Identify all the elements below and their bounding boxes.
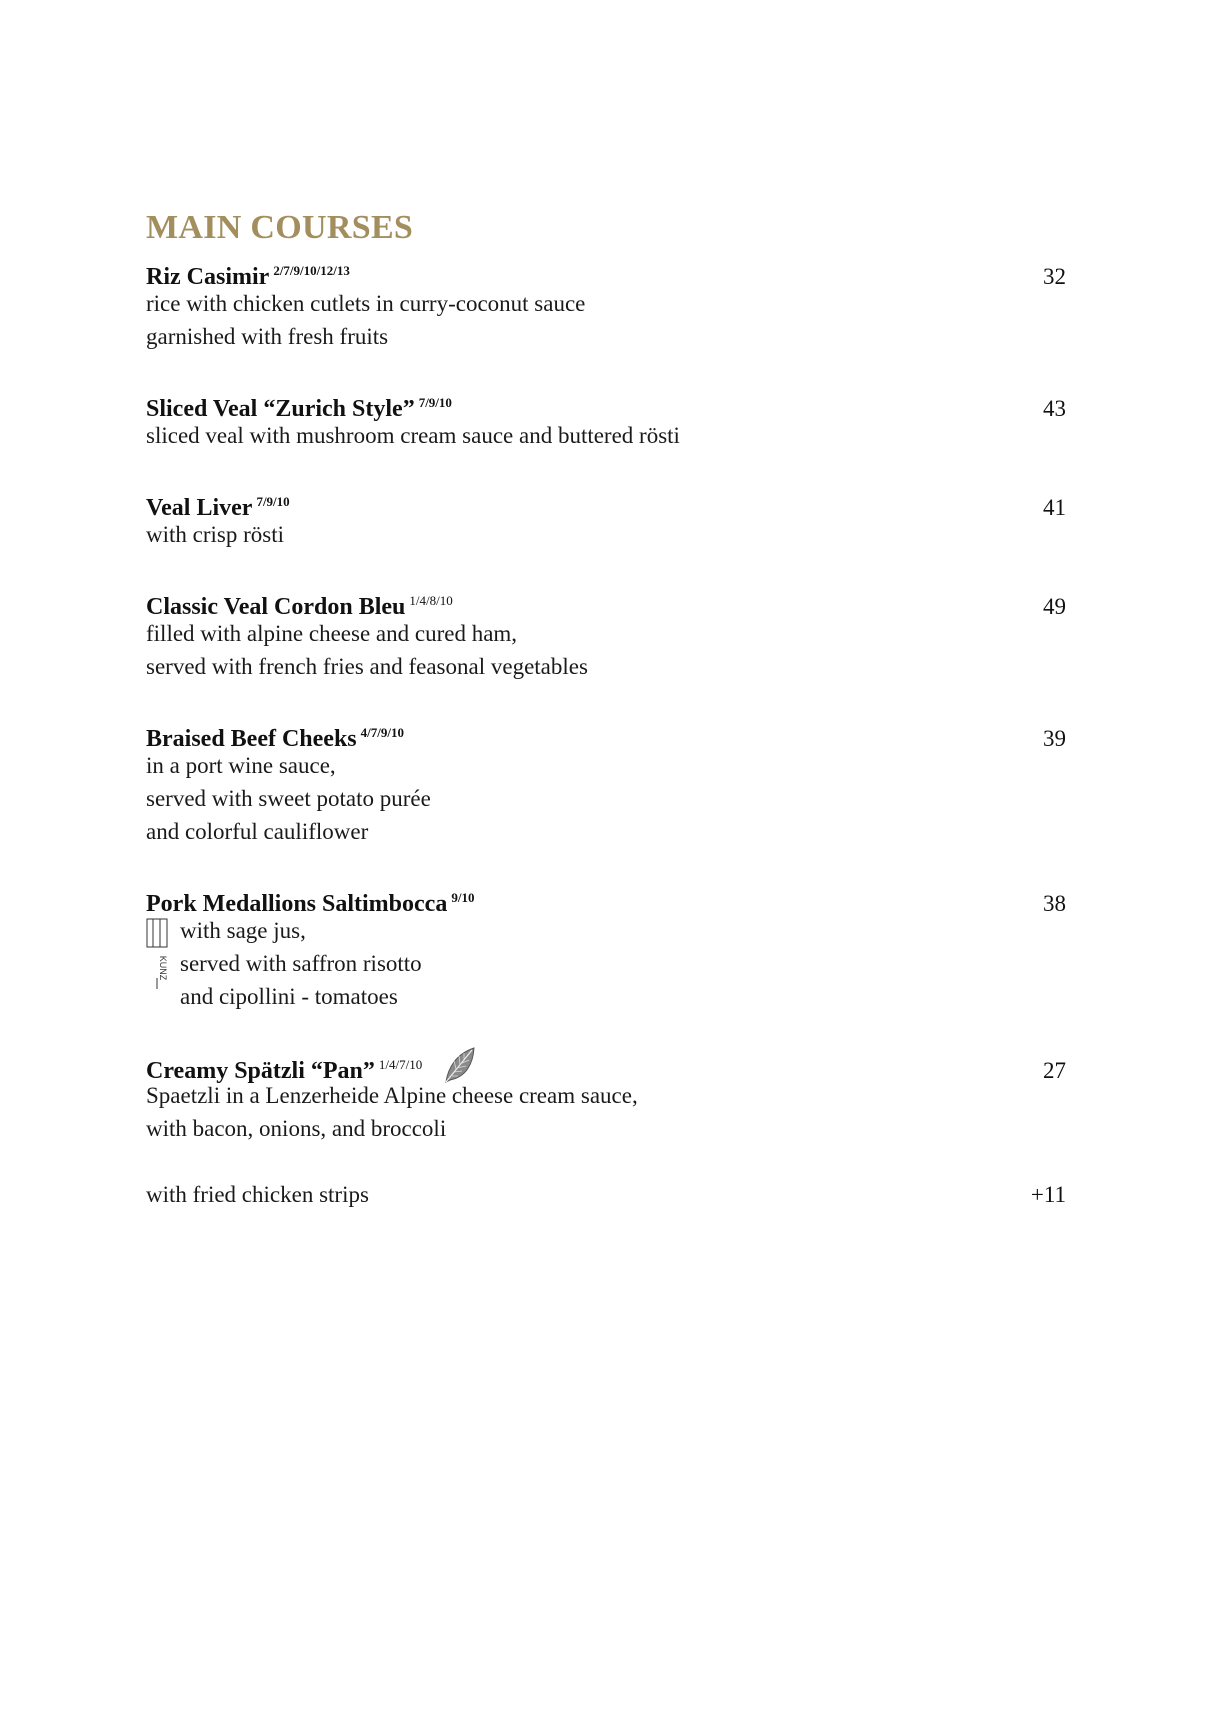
extra-label: with fried chicken strips <box>146 1182 369 1207</box>
description-line: with bacon, onions, and broccoli <box>146 1116 447 1141</box>
allergen-codes: 9/10 <box>451 890 475 905</box>
description-line: served with sweet potato purée <box>146 786 431 811</box>
extra-option <box>146 1178 1066 1211</box>
dish-price: 38 <box>1043 891 1066 916</box>
description-line: and colorful cauliflower <box>146 819 369 844</box>
section-title: MAIN COURSES <box>146 209 414 246</box>
dish-description <box>146 914 1066 1013</box>
dish-name: Pork Medallions Saltimbocca <box>146 891 448 917</box>
dish-beef-cheeks <box>146 716 1066 848</box>
description-line: and cipollini - tomatoes <box>180 984 398 1009</box>
allergen-codes: 7/9/10 <box>256 494 290 509</box>
description-line: in a port wine sauce, <box>146 753 336 778</box>
allergen-codes: 1/4/7/10 <box>378 1057 423 1072</box>
extra-price: +11 <box>1030 1182 1066 1207</box>
menu-content <box>146 208 1066 1211</box>
dish-price: 32 <box>1043 264 1066 289</box>
allergen-codes: 2/7/9/10/12/13 <box>273 263 350 278</box>
dish-price: 43 <box>1043 396 1066 421</box>
allergen-codes: 7/9/10 <box>418 395 452 410</box>
dish-name: Classic Veal Cordon Bleu <box>146 594 406 620</box>
dish-description <box>146 617 1066 683</box>
description-line: served with french fries and feasonal vegetables <box>146 654 588 679</box>
dish-description <box>146 419 1066 452</box>
allergen-codes: 4/7/9/10 <box>360 725 404 740</box>
description-line: garnished with fresh fruits <box>146 324 389 349</box>
dish-description <box>146 1079 1066 1145</box>
description-line: served with saffron risotto <box>180 951 422 976</box>
dish-veal-liver <box>146 485 1066 551</box>
dish-cordon-bleu <box>146 584 1066 683</box>
dish-name: Veal Liver <box>146 495 253 521</box>
kunz-stamp-icon <box>146 918 168 990</box>
description-line: rice with chicken cutlets in curry-coconut sauce <box>146 291 586 316</box>
dish-description <box>146 287 1066 353</box>
dish-name: Sliced Veal “Zurich Style” <box>146 396 415 422</box>
description-line: with sage jus, <box>180 918 306 943</box>
dish-creamy-spaetzli <box>146 1046 1066 1145</box>
description-line: with crisp rösti <box>146 522 284 547</box>
description-line: Spaetzli in a Lenzerheide Alpine cheese cream sauce, <box>146 1083 638 1108</box>
dish-price: 49 <box>1043 594 1066 619</box>
dish-pork-saltimbocca <box>146 881 1066 1013</box>
dish-name: Riz Casimir <box>146 264 270 290</box>
dish-price: 41 <box>1043 495 1066 520</box>
dish-riz-casimir <box>146 254 1066 353</box>
description-line: filled with alpine cheese and cured ham, <box>146 621 518 646</box>
dish-sliced-veal <box>146 386 1066 452</box>
dish-price: 27 <box>1043 1058 1066 1083</box>
stamp-text: KUNZ <box>158 955 168 981</box>
allergen-codes: 1/4/8/10 <box>409 593 453 608</box>
description-line: sliced veal with mushroom cream sauce and buttered rösti <box>146 423 680 448</box>
dish-name: Braised Beef Cheeks <box>146 726 357 752</box>
dish-description <box>146 749 1066 848</box>
dish-name: Creamy Spätzli “Pan” <box>146 1058 375 1084</box>
dish-price: 39 <box>1043 726 1066 751</box>
